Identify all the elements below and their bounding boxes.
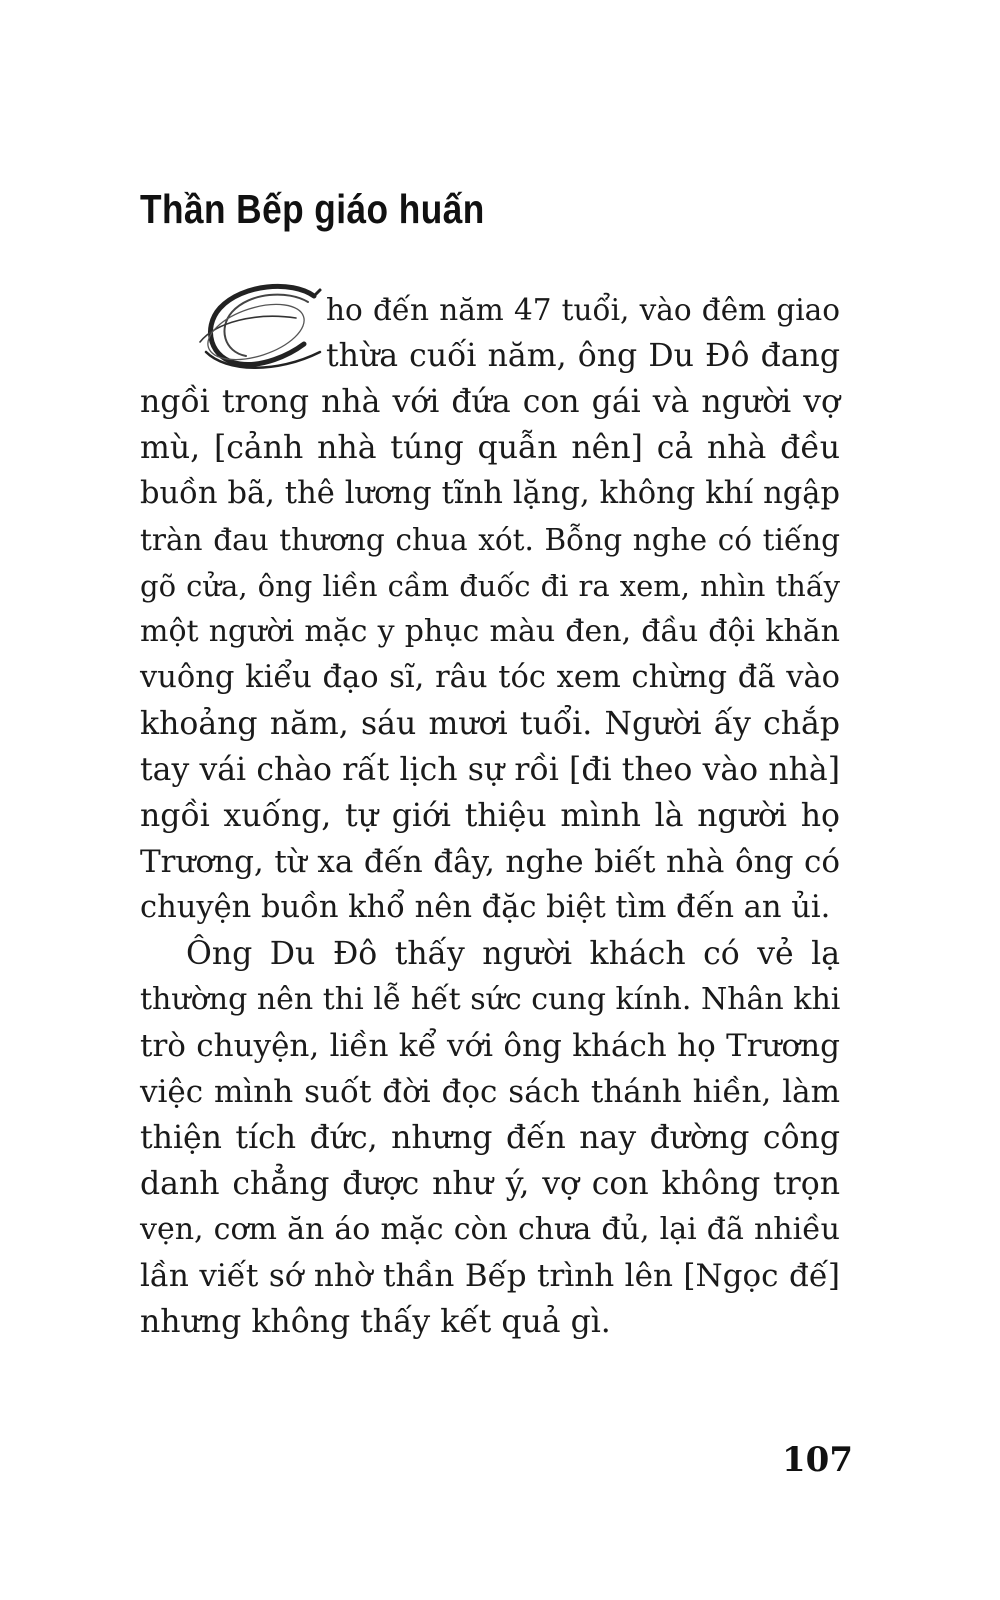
- text-line: ngồi xuống, tự giới thiệu mình là người họ: [140, 798, 840, 834]
- text-line: một người mặc y phục màu đen, đầu đội khăn: [140, 614, 840, 649]
- text-line: mù, [cảnh nhà túng quẫn nên] cả nhà đều: [140, 430, 840, 466]
- text-line: chuyện buồn khổ nên đặc biệt tìm đến an ủi.: [140, 890, 831, 925]
- text-line: việc mình suốt đời đọc sách thánh hiền, làm: [140, 1074, 840, 1110]
- text-line: thiện tích đức, nhưng đến nay đường công: [140, 1120, 840, 1156]
- chapter-title: Thần Bếp giáo huấn: [140, 186, 485, 232]
- text-line: tràn đau thương chua xót. Bỗng nghe có tiếng: [140, 523, 840, 557]
- text-line: danh chẳng được như ý, vợ con không trọn: [140, 1166, 840, 1202]
- text-line: gõ cửa, ông liền cầm đuốc đi ra xem, nhìn thấy: [140, 569, 840, 603]
- text-line: thừa cuối năm, ông Du Đô đang: [326, 338, 840, 374]
- text-line: tay vái chào rất lịch sự rồi [đi theo vào nhà]: [140, 752, 840, 788]
- text-line: Ông Du Đô thấy người khách có vẻ lạ: [186, 936, 840, 972]
- text-line: Trương, từ xa đến đây, nghe biết nhà ông có: [140, 844, 840, 880]
- body-text: [140, 287, 840, 1345]
- text-line: nhưng không thấy kết quả gì.: [140, 1304, 611, 1340]
- text-line: vẹn, cơm ăn áo mặc còn chưa đủ, lại đã nhiều: [140, 1212, 840, 1247]
- page-number: 107: [782, 1440, 853, 1480]
- text-line: khoảng năm, sáu mươi tuổi. Người ấy chắp: [140, 706, 840, 742]
- text-line: buồn bã, thê lương tĩnh lặng, không khí ngập: [140, 476, 840, 511]
- paragraph-2: [140, 931, 840, 1345]
- text-line: thường nên thi lễ hết sức cung kính. Nhân khi: [140, 982, 841, 1017]
- text-line: ngồi trong nhà với đứa con gái và người vợ: [140, 384, 840, 420]
- paragraph-1: [140, 287, 840, 931]
- text-line: trò chuyện, liền kể với ông khách họ Trương: [140, 1028, 840, 1064]
- text-line: ho đến năm 47 tuổi, vào đêm giao: [326, 293, 840, 327]
- text-line: vuông kiểu đạo sĩ, râu tóc xem chừng đã vào: [140, 660, 840, 695]
- text-line: lần viết sớ nhờ thần Bếp trình lên [Ngọc đế]: [140, 1258, 840, 1294]
